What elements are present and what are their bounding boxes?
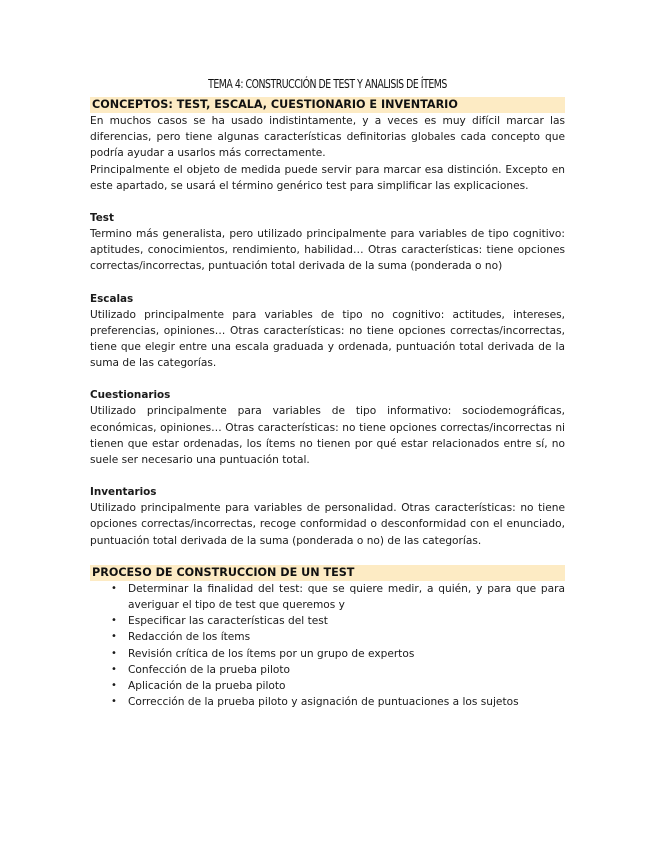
page-title: TEMA 4: CONSTRUCCIÓN DE TEST Y ANALISIS DE ÍTEMS [208,77,447,91]
intro-paragraph-1: En muchos casos se ha usado indistintamente, y a veces es muy difícil marcar las diferencias, pero tiene algunas características definitorias globales cada concepto que podría ayudar a usarlos más correctamente. [90,115,565,160]
list-item [111,694,565,710]
list-item [111,646,565,662]
list-item [111,678,565,694]
bullet-icon: • [111,631,117,643]
step-text: Aplicación de la prueba piloto [128,680,286,693]
step-text: Revisión crítica de los ítems por un grupo de expertos [128,647,415,660]
bullet-icon: • [111,647,117,659]
bullet-icon: • [111,582,117,594]
document-page [90,75,565,710]
intro-paragraph-2: Principalmente el objeto de medida puede servir para marcar esa distinción. Excepto en este apartado, se usará el término genérico test para simplificar las explicaciones. [90,163,565,192]
step-text: Redacción de los ítems [128,631,251,644]
bullet-icon: • [111,696,117,708]
step-text: Corrección de la prueba piloto y asignación de puntuaciones a los sujetos [128,696,519,709]
bullet-icon: • [111,663,117,675]
process-steps-list [90,581,565,711]
list-item [111,613,565,629]
section-heading-concepts: CONCEPTOS: TEST, ESCALA, CUESTIONARIO E INVENTARIO [90,97,565,113]
list-item [111,629,565,645]
concept-term-escalas: Escalas [90,292,134,305]
step-text: Determinar la finalidad del test: que se quiere medir, a quién, y para que para averiguar el tipo de test que queremos y [128,582,565,612]
bullet-icon: • [111,680,117,692]
concept-text-inventarios: Utilizado principalmente para variables de personalidad. Otras características: no tiene opciones correctas/incorrectas, recoge conformidad o desconformidad con el enunciado, puntuación total derivada de la suma (ponderada o no) de las categorías. [90,502,565,547]
list-item [111,662,565,678]
concept-term-inventarios: Inventarios [90,486,157,499]
concept-text-escalas: Utilizado principalmente para variables de tipo no cognitivo: actitudes, intereses, preferencias, opiniones… Otras características: no tiene opciones correctas/incorrectas, tiene que elegir entre una escala graduada y ordenada, puntuación total derivada de la suma de las categorías. [90,308,565,370]
concept-text-cuestionarios: Utilizado principalmente para variables de tipo informativo: sociodemográficas, económicas, opiniones… Otras características: no tiene opciones correctas/incorrectas ni tienen que estar ordenadas, los ítems no tienen por qué estar relacionados entre sí, no suele ser necesario una puntuación total. [90,405,565,467]
concept-term-cuestionarios: Cuestionarios [90,389,171,402]
step-text: Especificar las características del test [128,615,328,628]
list-item [111,581,565,613]
bullet-icon: • [111,615,117,627]
section-heading-process: PROCESO DE CONSTRUCCION DE UN TEST [90,565,565,581]
concept-text-test: Termino más generalista, pero utilizado principalmente para variables de tipo cognitivo: aptitudes, conocimientos, rendimiento, habilidad… Otras características: tiene opciones correctas/incorrectas, puntuación total derivada de la suma (ponderada o no) [90,228,565,273]
step-text: Confección de la prueba piloto [128,663,291,676]
concept-term-test: Test [90,212,114,225]
